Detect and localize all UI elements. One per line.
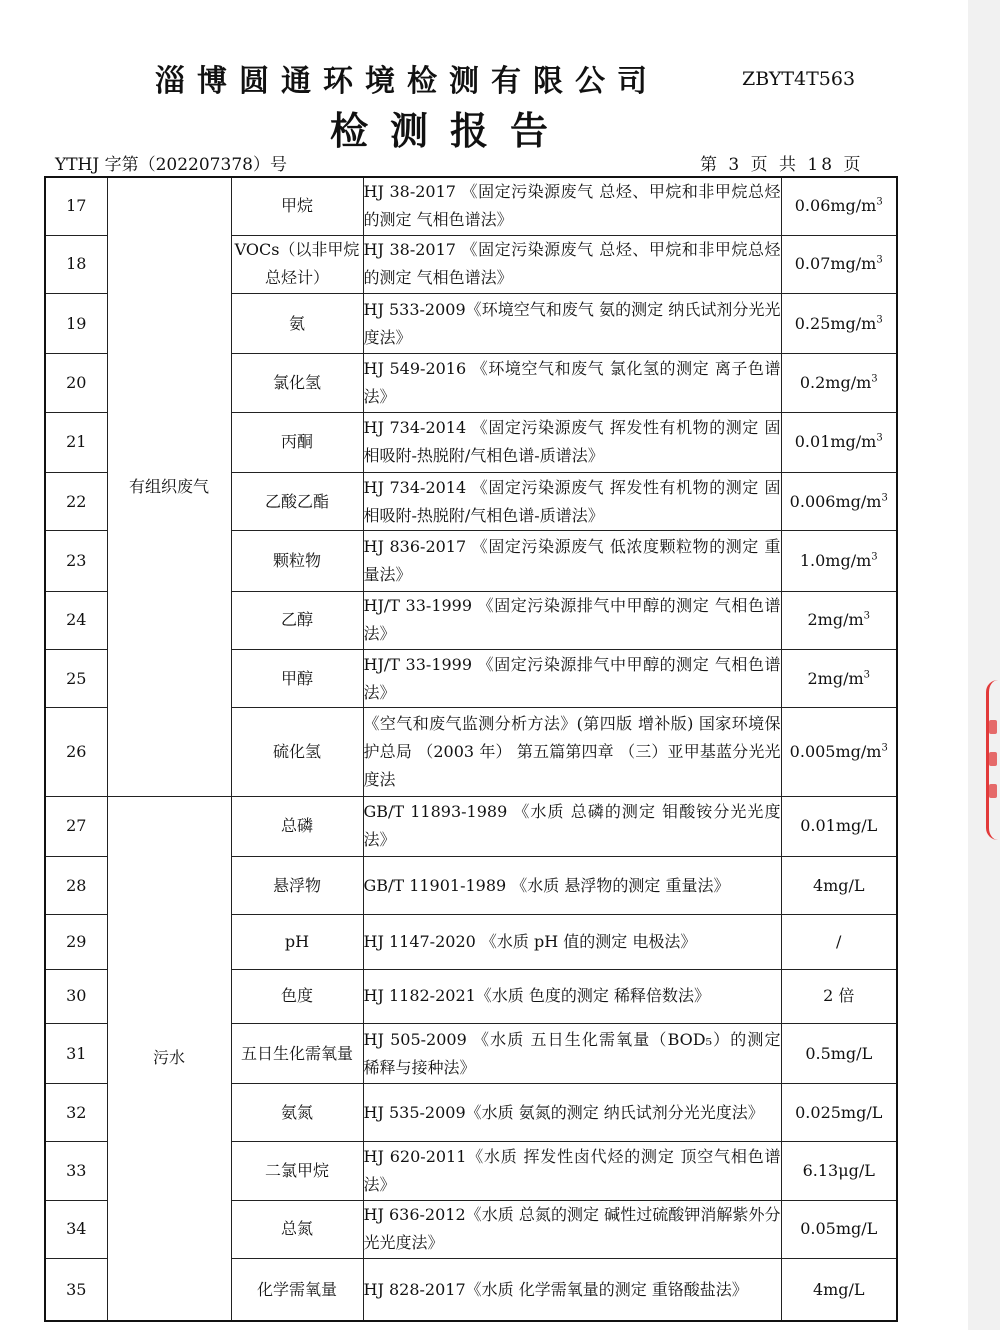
test-item: 悬浮物 — [231, 856, 363, 914]
unit-exponent: 3 — [863, 610, 871, 622]
test-method-table — [44, 176, 898, 1322]
test-item: 总磷 — [231, 796, 363, 856]
test-item: 颗粒物 — [231, 531, 363, 591]
test-method: HJ 734-2014 《固定污染源废气 挥发性有机物的测定 固相吸附-热脱附/气相色谱-质谱法》 — [363, 412, 781, 472]
test-method: HJ 836-2017 《固定污染源废气 低浓度颗粒物的测定 重量法》 — [363, 531, 781, 591]
detection-limit — [781, 969, 897, 1023]
row-number: 25 — [45, 649, 107, 707]
detection-limit — [781, 177, 897, 235]
test-method: HJ 38-2017 《固定污染源废气 总烃、甲烷和非甲烷总烃的测定 气相色谱法》 — [363, 235, 781, 293]
test-item: 乙酸乙酯 — [231, 473, 363, 531]
test-item: 氨氮 — [231, 1084, 363, 1142]
test-item: 二氯甲烷 — [231, 1142, 363, 1200]
limit-value: 6.13μg/L — [802, 1161, 875, 1181]
detection-limit — [781, 915, 897, 969]
limit-value: 2mg/m — [807, 668, 864, 688]
test-item: 氯化氢 — [231, 354, 363, 412]
detection-limit — [781, 473, 897, 531]
test-item: 色度 — [231, 969, 363, 1023]
detection-limit — [781, 649, 897, 707]
limit-value: 4mg/L — [812, 1279, 865, 1299]
unit-exponent: 3 — [863, 669, 871, 681]
limit-value: 0.05mg/L — [800, 1219, 878, 1239]
row-number: 18 — [45, 235, 107, 293]
row-number: 21 — [45, 412, 107, 472]
limit-value: 0.025mg/L — [795, 1102, 883, 1122]
unit-exponent: 3 — [876, 197, 883, 209]
limit-value: 2mg/m — [807, 610, 864, 630]
test-method: GB/T 11893-1989 《水质 总磷的测定 钼酸铵分光光度法》 — [363, 796, 781, 856]
sample-category: 有组织废气 — [107, 177, 231, 796]
page-indicator: 第 3 页 共 18 页 — [700, 155, 864, 175]
test-item: 氨 — [231, 294, 363, 354]
test-item: VOCs（以非甲烷总烃计） — [231, 235, 363, 293]
limit-value: 0.01mg/L — [800, 816, 878, 836]
detection-limit — [781, 856, 897, 914]
detection-limit — [781, 1200, 897, 1258]
row-number: 34 — [45, 1200, 107, 1258]
detection-limit — [781, 796, 897, 856]
limit-value: 0.01mg/m — [794, 432, 877, 452]
test-item: 甲烷 — [231, 177, 363, 235]
row-number: 29 — [45, 915, 107, 969]
row-number: 33 — [45, 1142, 107, 1200]
test-method: HJ 549-2016 《环境空气和废气 氯化氢的测定 离子色谱法》 — [363, 354, 781, 412]
unit-exponent: 3 — [876, 255, 883, 267]
table-row — [45, 796, 897, 856]
unit-exponent: 3 — [876, 433, 883, 445]
detection-limit — [781, 1084, 897, 1142]
limit-value: 1.0mg/m — [799, 550, 872, 570]
test-method: HJ 620-2011《水质 挥发性卤代烃的测定 顶空气相色谱法》 — [363, 1142, 781, 1200]
stamp-mark — [989, 720, 997, 734]
row-number: 26 — [45, 708, 107, 796]
detection-limit — [781, 1023, 897, 1083]
limit-value: 0.005mg/m — [789, 741, 882, 761]
test-method: HJ 1182-2021《水质 色度的测定 稀释倍数法》 — [363, 969, 781, 1023]
test-item: pH — [231, 915, 363, 969]
row-number: 19 — [45, 294, 107, 354]
unit-exponent: 3 — [876, 314, 883, 326]
limit-value: 0.07mg/m — [794, 254, 877, 274]
stamp-mark — [989, 784, 997, 798]
limit-value: 0.2mg/m — [799, 373, 872, 393]
row-number: 32 — [45, 1084, 107, 1142]
test-method: HJ 535-2009《水质 氨氮的测定 纳氏试剂分光光度法》 — [363, 1084, 781, 1142]
test-item: 乙醇 — [231, 591, 363, 649]
detection-limit — [781, 531, 897, 591]
limit-value: 0.006mg/m — [789, 491, 882, 511]
unit-exponent: 3 — [881, 492, 888, 504]
test-method: GB/T 11901-1989 《水质 悬浮物的测定 重量法》 — [363, 856, 781, 914]
limit-value: 0.5mg/L — [805, 1043, 873, 1063]
detection-limit — [781, 591, 897, 649]
unit-exponent: 3 — [871, 373, 878, 385]
test-item: 甲醇 — [231, 649, 363, 707]
limit-value: 4mg/L — [812, 875, 865, 895]
test-method: HJ 38-2017 《固定污染源废气 总烃、甲烷和非甲烷总烃的测定 气相色谱法》 — [363, 177, 781, 235]
test-item: 丙酮 — [231, 412, 363, 472]
report-title: 检测报告 — [330, 108, 571, 153]
test-method: HJ 1147-2020 《水质 pH 值的测定 电极法》 — [363, 915, 781, 969]
row-number: 23 — [45, 531, 107, 591]
detection-limit — [781, 294, 897, 354]
detection-limit — [781, 1259, 897, 1321]
limit-value: 2 倍 — [823, 986, 855, 1006]
test-method: HJ 734-2014 《固定污染源废气 挥发性有机物的测定 固相吸附-热脱附/气相色谱-质谱法》 — [363, 473, 781, 531]
row-number: 24 — [45, 591, 107, 649]
test-method: HJ/T 33-1999 《固定污染源排气中甲醇的测定 气相色谱法》 — [363, 649, 781, 707]
test-method: HJ/T 33-1999 《固定污染源排气中甲醇的测定 气相色谱法》 — [363, 591, 781, 649]
report-number: YTHJ 字第（202207378）号 — [55, 155, 287, 175]
row-number: 28 — [45, 856, 107, 914]
stamp-mark — [989, 752, 997, 766]
test-item: 硫化氢 — [231, 708, 363, 796]
detection-limit — [781, 708, 897, 796]
detection-limit — [781, 235, 897, 293]
limit-value: 0.25mg/m — [794, 313, 877, 333]
limit-value: / — [836, 931, 842, 951]
test-method: HJ 505-2009 《水质 五日生化需氧量（BOD₅）的测定 稀释与接种法》 — [363, 1023, 781, 1083]
test-item: 总氮 — [231, 1200, 363, 1258]
sample-category: 污水 — [107, 796, 231, 1321]
detection-limit — [781, 1142, 897, 1200]
row-number: 30 — [45, 969, 107, 1023]
row-number: 35 — [45, 1259, 107, 1321]
detection-limit — [781, 412, 897, 472]
row-number: 20 — [45, 354, 107, 412]
test-item: 化学需氧量 — [231, 1259, 363, 1321]
company-name: 淄博圆通环境检测有限公司 — [155, 64, 659, 99]
test-item: 五日生化需氧量 — [231, 1023, 363, 1083]
document-code: ZBYT4T563 — [742, 68, 856, 90]
test-method: HJ 533-2009《环境空气和废气 氨的测定 纳氏试剂分光光度法》 — [363, 294, 781, 354]
row-number: 27 — [45, 796, 107, 856]
row-number: 31 — [45, 1023, 107, 1083]
limit-value: 0.06mg/m — [794, 196, 877, 216]
test-method: 《空气和废气监测分析方法》(第四版 增补版) 国家环境保护总局 （2003 年） 第五篇第四章 （三）亚甲基蓝分光光度法 — [363, 708, 781, 796]
page-edge — [968, 0, 1000, 1330]
row-number: 17 — [45, 177, 107, 235]
detection-limit — [781, 354, 897, 412]
test-method: HJ 636-2012《水质 总氮的测定 碱性过硫酸钾消解紫外分光光度法》 — [363, 1200, 781, 1258]
unit-exponent: 3 — [871, 551, 878, 563]
unit-exponent: 3 — [881, 742, 888, 754]
row-number: 22 — [45, 473, 107, 531]
table-row — [45, 177, 897, 235]
test-method: HJ 828-2017《水质 化学需氧量的测定 重铬酸盐法》 — [363, 1259, 781, 1321]
